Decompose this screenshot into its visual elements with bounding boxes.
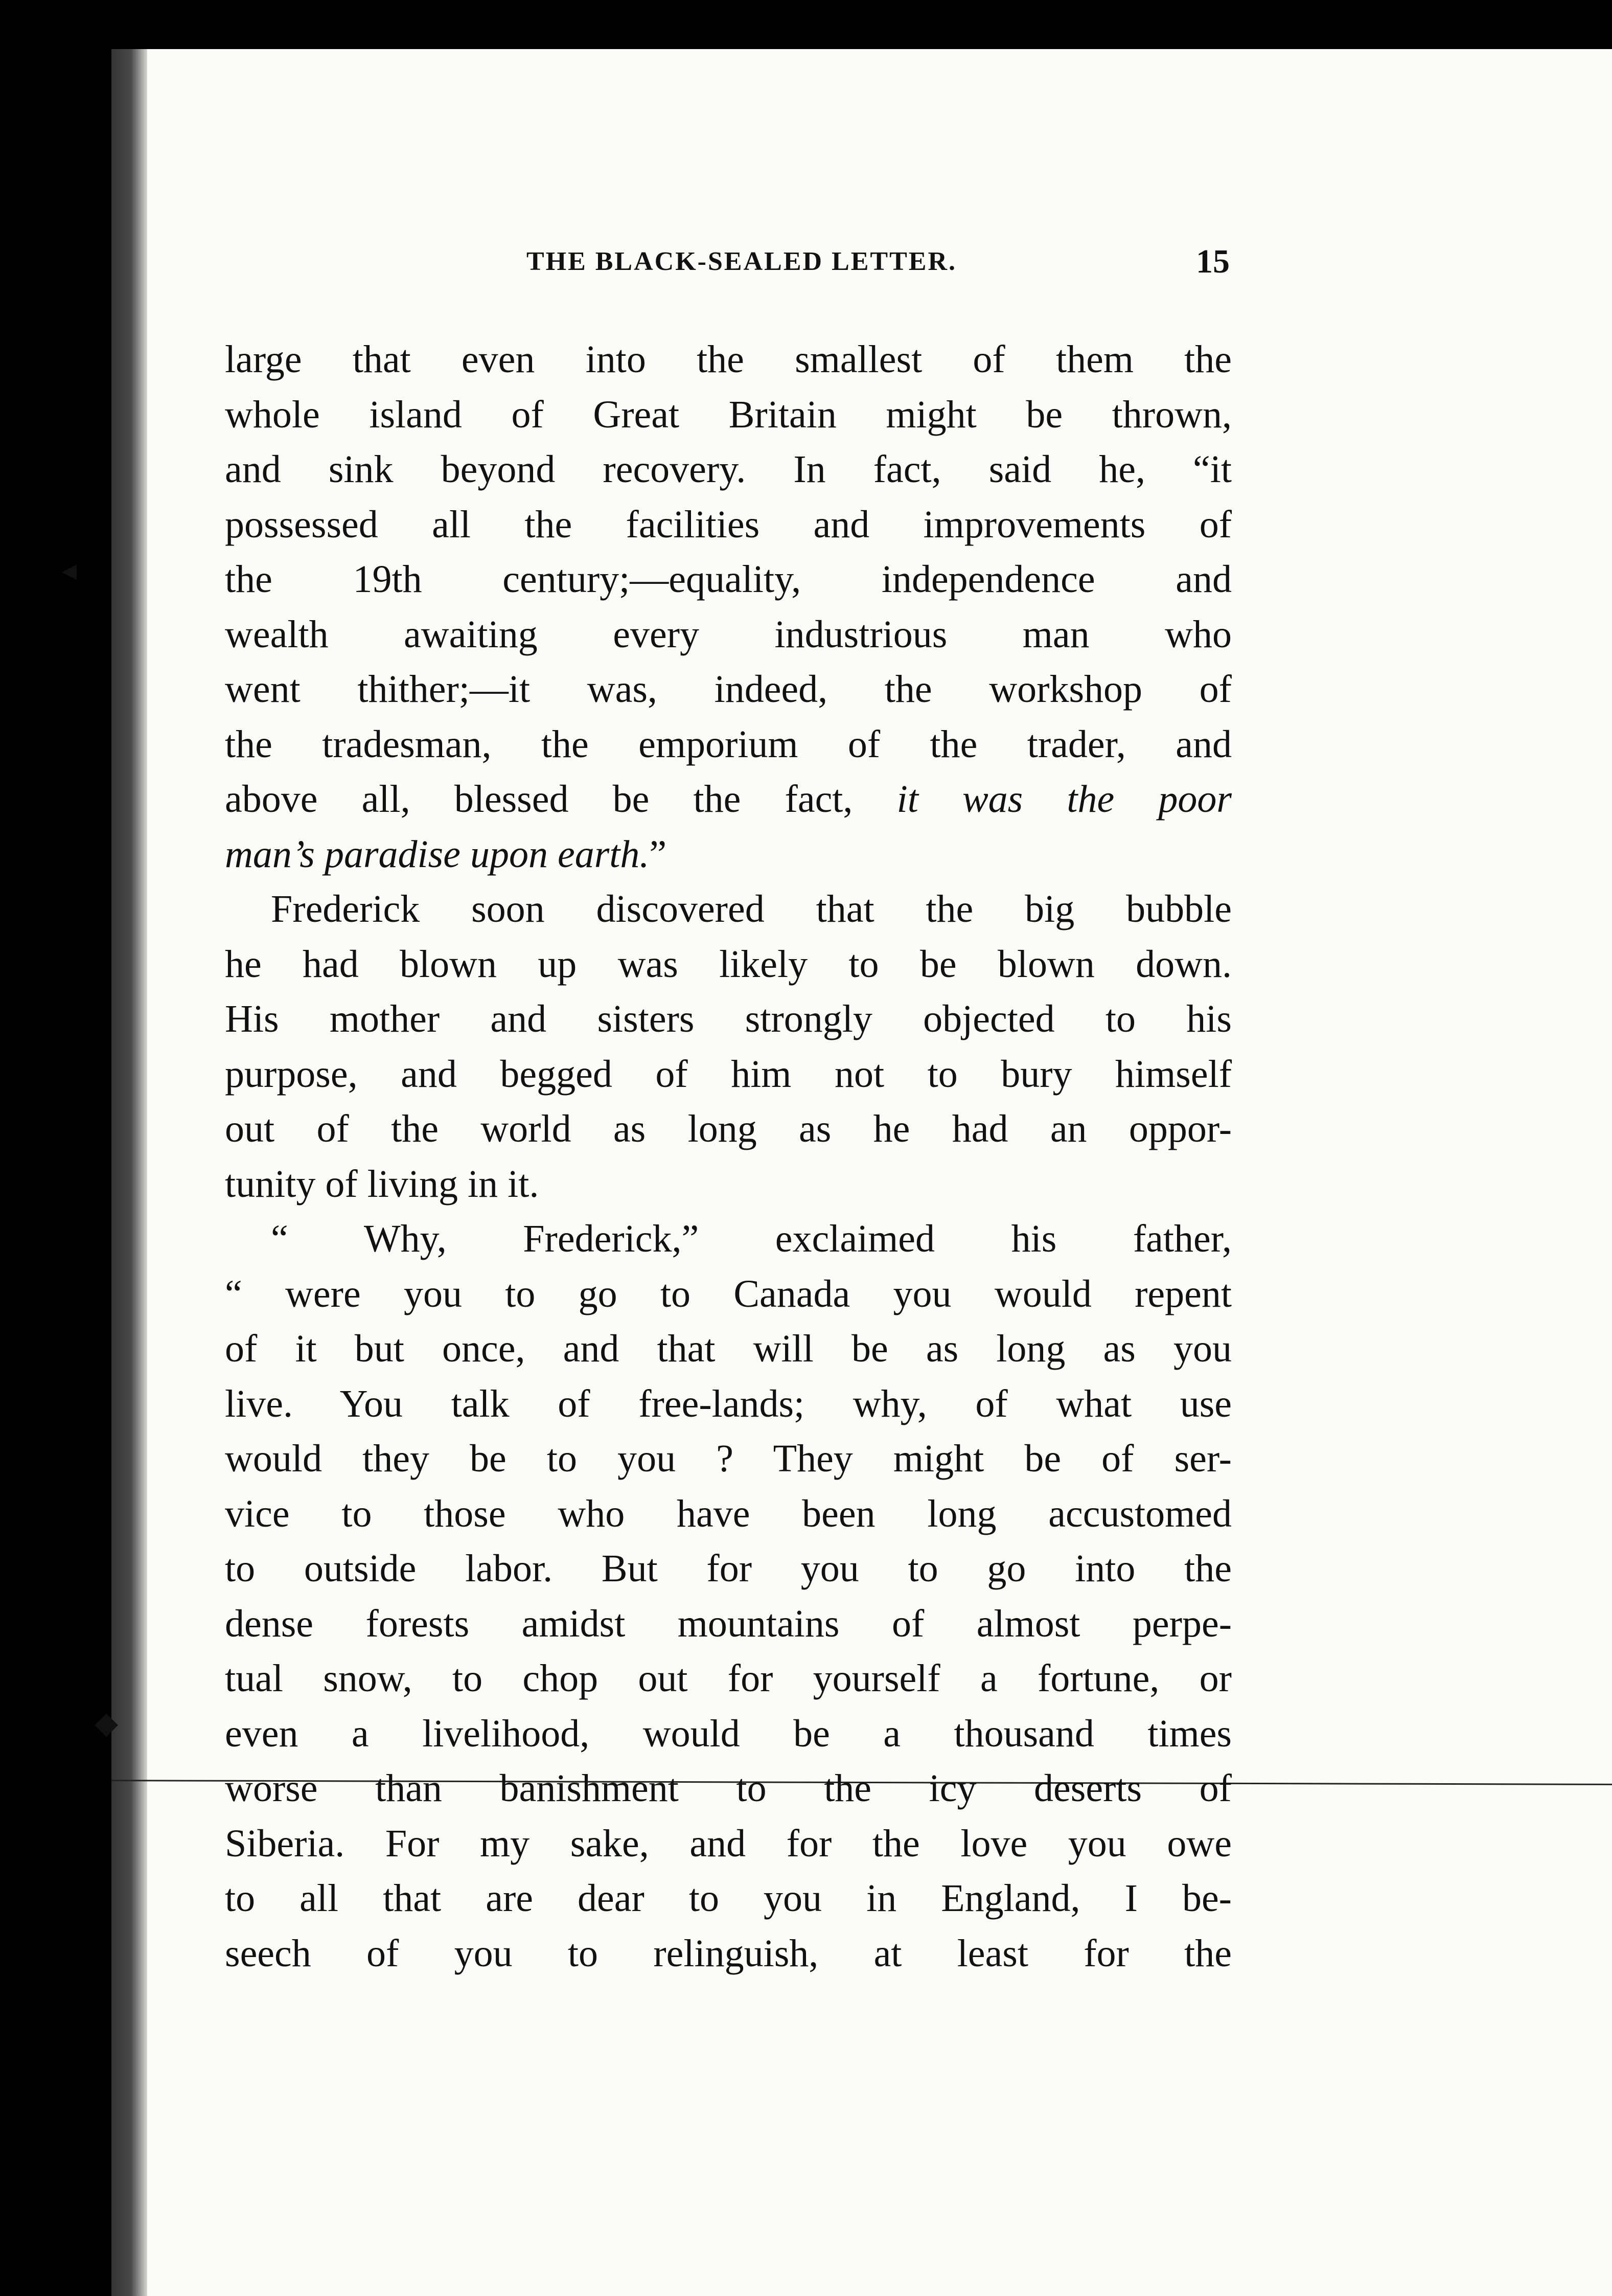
page-number: 15 — [1196, 243, 1230, 280]
text-line: “ were you to go to Canada you would repent — [225, 1272, 1232, 1315]
italic-text: it was the poor — [896, 778, 1232, 821]
text-line: would they be to you ? They might be of ser- — [225, 1437, 1232, 1480]
text-line: wealth awaiting every industrious man who — [225, 612, 1232, 656]
running-head — [305, 243, 1230, 287]
text-line: “ Why, Frederick,” exclaimed his father, — [271, 1217, 1232, 1260]
text-line: Frederick soon discovered that the big bubble — [271, 888, 1232, 930]
text-line: went thither;—it was, indeed, the workshop of — [225, 668, 1232, 711]
text-line: to all that are dear to you in England, I be- — [225, 1877, 1232, 1920]
text-line: large that even into the smallest of them the — [225, 338, 1232, 381]
text-line: out of the world as long as he had an oppor- — [225, 1107, 1232, 1150]
text-line: man’s paradise upon earth.” — [225, 832, 667, 876]
text-line: tunity of living in it. — [225, 1162, 539, 1206]
text-line: of it but once, and that will be as long as you — [225, 1327, 1232, 1370]
text-line: live. You talk of free-lands; why, of what use — [225, 1382, 1232, 1425]
text-line: the tradesman, the emporium of the trader, and — [225, 722, 1232, 766]
body-text — [225, 332, 1232, 1981]
text-line: even a livelihood, would be a thousand times — [225, 1712, 1232, 1755]
text-line: purpose, and begged of him not to bury himself — [225, 1052, 1232, 1096]
text-line: above all, blessed be the fact, it was the poor — [225, 778, 1232, 821]
text-line: he had blown up was likely to be blown down. — [225, 942, 1232, 986]
italic-text: man’s paradise upon earth. — [225, 832, 650, 876]
text-line: to outside labor. But for you to go into the — [225, 1547, 1232, 1590]
text-line: dense forests amidst mountains of almost perpe- — [225, 1602, 1232, 1645]
margin-mark: ◂ — [61, 553, 77, 587]
running-title: THE BLACK-SEALED LETTER. — [526, 247, 957, 276]
text-line: Siberia. For my sake, and for the love you owe — [225, 1822, 1232, 1865]
book-binding-shadow — [111, 49, 147, 2296]
text-line: tual snow, to chop out for yourself a fortune, or — [225, 1657, 1232, 1700]
text-line: possessed all the facilities and improvements of — [225, 503, 1232, 546]
text-line: His mother and sisters strongly objected to his — [225, 997, 1232, 1040]
margin-mark: ◆ — [95, 1706, 119, 1740]
text-line: worse than banishment to the icy deserts of — [225, 1767, 1232, 1810]
text-line: seech of you to relinguish, at least for the — [225, 1931, 1232, 1975]
text-line: whole island of Great Britain might be thrown, — [225, 393, 1232, 436]
text-line: the 19th century;—equality, independence and — [225, 558, 1232, 601]
text-line: and sink beyond recovery. In fact, said he, “it — [225, 448, 1232, 491]
text-line: vice to those who have been long accustomed — [225, 1492, 1232, 1535]
